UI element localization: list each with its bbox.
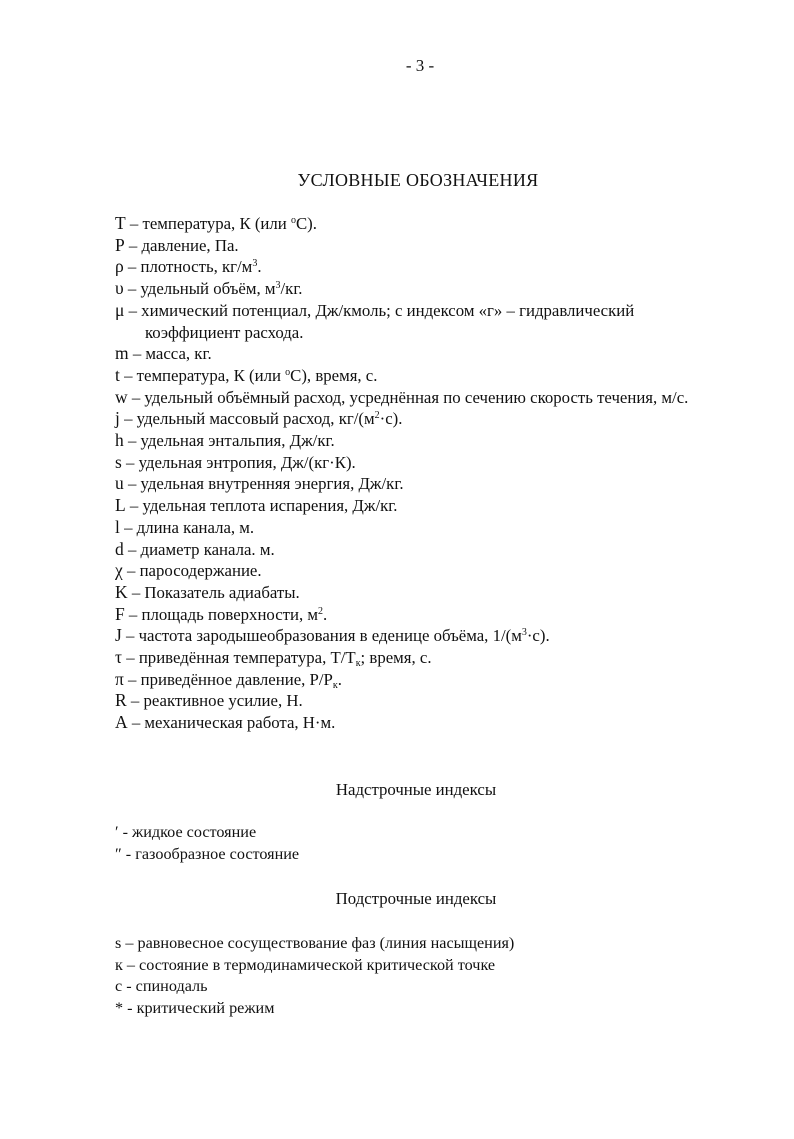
definition-text: ·с). <box>526 626 550 646</box>
symbol: F <box>115 603 125 624</box>
definition-item <box>115 256 725 278</box>
definition-text: – удельная внутренняя энергия, Дж/кг. <box>123 474 404 494</box>
definition-text: – удельная энтропия, Дж/(кг·К). <box>121 452 356 472</box>
definition-text: – приведённое давление, Р/Р <box>123 669 333 689</box>
definition-text: – удельная теплота испарения, Дж/кг. <box>125 496 398 516</box>
definition-item <box>115 517 725 539</box>
definition-item <box>115 387 725 409</box>
definition-text: – частота зародышеобразования в еденице объёма, 1/(м <box>121 626 522 646</box>
definition-text: . <box>337 669 342 689</box>
definition-text: – удельный объём, м <box>123 279 276 299</box>
subscripts-list <box>115 933 715 1020</box>
symbol: J <box>115 625 122 646</box>
symbol: j <box>115 408 120 429</box>
definition-item <box>115 647 725 669</box>
definition-item <box>115 669 725 691</box>
definition-text: . <box>257 257 262 277</box>
superscript: 2 <box>374 410 380 422</box>
definition-text: – давление, Па. <box>124 235 239 255</box>
symbol: l <box>115 516 120 537</box>
definition-text: /кг. <box>280 279 303 299</box>
definition-item <box>115 604 725 626</box>
subscript-item: к – состояние в термодинамической критической точке <box>115 955 496 974</box>
symbol: L <box>115 495 126 516</box>
definition-item <box>115 430 725 452</box>
definition-text: – Показатель адиабаты. <box>127 582 300 602</box>
subscript-item: s – равновесное сосуществование фаз (линия насыщения) <box>115 934 515 952</box>
definition-item <box>115 582 725 604</box>
subscript-item: * - критический режим <box>115 999 275 1018</box>
definition-item <box>115 300 725 343</box>
definition-item <box>115 365 725 387</box>
definition-item <box>115 560 725 582</box>
superscript: 3 <box>252 258 258 270</box>
symbol: μ <box>115 299 125 320</box>
definition-text: – длина канала, м. <box>119 517 255 537</box>
definition-text: С), время, с. <box>290 365 378 385</box>
definition-text: – удельный массовый расход, кг/(м <box>119 409 375 429</box>
definition-item <box>115 712 725 734</box>
symbol: P <box>115 234 125 255</box>
definition-item <box>115 452 725 474</box>
symbol: ρ <box>115 256 124 277</box>
symbol: w <box>115 386 128 407</box>
symbol: t <box>115 364 120 385</box>
definition-item <box>115 213 725 235</box>
subscript-item: c - спинодаль <box>115 977 208 996</box>
symbol: u <box>115 473 124 494</box>
superscript-item: ′ - жидкое состояние <box>115 823 257 841</box>
definition-text: – удельный объёмный расход, усреднённая по сечению скорость течения, м/с. <box>127 387 689 407</box>
definition-text: – площадь поверхности, м <box>124 604 319 624</box>
symbol: m <box>115 343 129 364</box>
definition-text: – приведённая температура, Т/Т <box>122 648 356 668</box>
definition-text: – плотность, кг/м <box>123 257 253 277</box>
subscript: к <box>332 679 338 691</box>
superscript: 3 <box>275 280 281 292</box>
symbol: π <box>115 668 124 689</box>
definition-item <box>115 690 725 712</box>
superscript: o <box>290 215 296 226</box>
definition-item <box>115 473 725 495</box>
definition-text: С). <box>295 214 317 233</box>
definition-text: – температура, К (или <box>119 365 286 385</box>
definition-text: ; время, с. <box>360 648 432 668</box>
definition-item <box>115 278 725 300</box>
subscript-heading: Подстрочные индексы <box>335 889 497 908</box>
definition-item <box>115 625 725 647</box>
definition-text: – механическая работа, Н·м. <box>127 713 336 733</box>
superscript-heading: Надстрочные индексы <box>335 780 497 799</box>
definition-text: – химический потенциал, Дж/кмоль; с индексом «г» – гидравлический коэффициент расхода. <box>124 300 635 342</box>
definition-text: – диаметр канала. м. <box>123 539 275 559</box>
symbol: d <box>115 538 124 559</box>
definitions-list <box>115 213 725 734</box>
definition-text: – удельная энтальпия, Дж/кг. <box>123 431 335 451</box>
symbol: χ <box>115 560 123 581</box>
subscript: к <box>355 658 361 670</box>
definition-text: – реактивное усилие, Н. <box>126 691 303 711</box>
definition-text: – паросодержание. <box>122 561 262 581</box>
definition-text: – температура, К (или <box>125 214 291 233</box>
superscripts-list <box>115 822 715 865</box>
symbol: τ <box>115 647 123 668</box>
superscript-item: ″ - газообразное состояние <box>115 844 300 863</box>
symbol: R <box>115 690 127 711</box>
definition-item <box>115 495 725 517</box>
definition-item <box>115 343 725 365</box>
symbol: s <box>115 451 122 472</box>
symbol: A <box>115 712 128 733</box>
superscript: 2 <box>318 605 324 617</box>
page-number: - 3 - <box>405 56 435 75</box>
symbol: υ <box>115 278 124 299</box>
definition-text: – масса, кг. <box>128 344 212 364</box>
symbol: T <box>115 213 126 233</box>
page-title: УСЛОВНЫЕ ОБОЗНАЧЕНИЯ <box>297 170 539 190</box>
definition-item <box>115 539 725 561</box>
superscript: 3 <box>521 627 527 639</box>
symbol: h <box>115 430 124 451</box>
definition-item <box>115 408 725 430</box>
definition-text: ·с). <box>379 409 403 429</box>
superscript: o <box>285 366 291 378</box>
definition-text: . <box>323 604 328 624</box>
symbol: K <box>115 581 128 602</box>
definition-item <box>115 235 725 257</box>
